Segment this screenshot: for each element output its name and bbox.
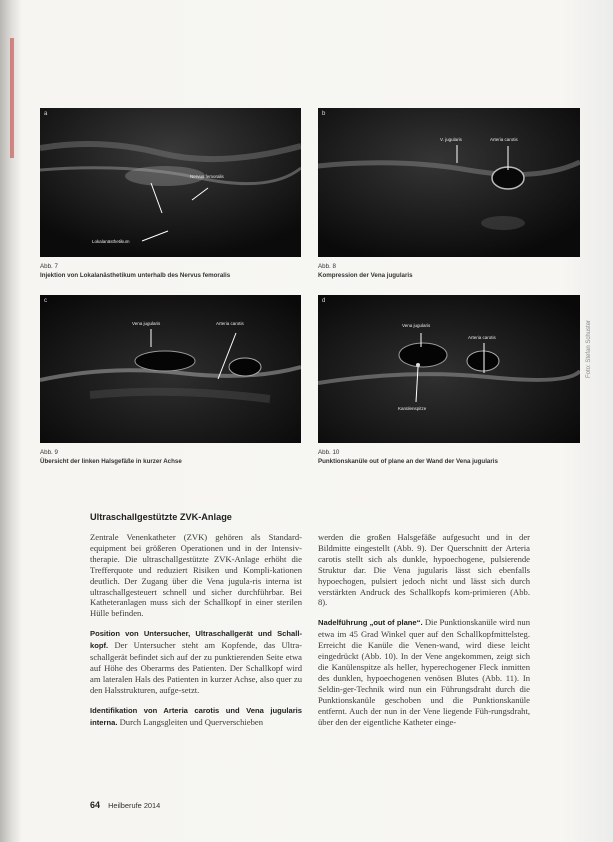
paragraph: Zentrale Venenkatheter (ZVK) gehören als Standard-equipment bei größeren Operationen und in der Intensiv-therapie. Die ultraschallgestützte ZVK-Anlage erhöht die Trefferquote und reduziert Risiken und Kompli-kationen deutlich. Der Zugang über die Vena jugula-ris interna ist ultraschallgesteuert schnell und sicher durchführbar. Bei Katheteranlagen muss sich der Schallkopf in einer sterilen Hülle befinden.: [90, 532, 302, 619]
figure-number: Abb. 9: [40, 449, 58, 456]
ultrasound-image-c: [40, 295, 301, 443]
figure-title: Punktionskanüle out of plane an der Wand der Vena jugularis: [318, 457, 498, 465]
journal-name: Heilberufe 2014: [108, 801, 161, 810]
paragraph-text: Der Untersucher steht am Kopfende, das Ultra-schallgerät befindet sich auf der zu punktierenden Seite etwa auf Höhe des Oberarms des Patienten. Der Schallkopf wird am lateralen Hals des Patienten in kurzer Achse, also quer zu den Halsstrukturen, aufge-setzt.: [90, 640, 302, 695]
label-lokalanaesthetikum: Lokalanästhetikum: [92, 239, 130, 244]
run-in-heading: Position von Untersucher, Ultraschallgerät und Schall-kopf.: [90, 629, 302, 651]
ultrasound-scan-b: [318, 108, 580, 257]
paragraph: [90, 705, 302, 729]
label-vena-jugularis: Vena jugularis: [402, 323, 431, 328]
figure-number: Abb. 7: [40, 263, 58, 270]
run-in-heading: Nadelführung „out of plane“.: [318, 618, 423, 628]
ultrasound-scan-d: [318, 295, 580, 443]
panel-letter: d: [322, 298, 326, 304]
label-nervus-femoralis: Nervus femoralis: [190, 174, 224, 179]
figure-number: Abb. 10: [318, 449, 340, 456]
section-heading: Ultraschallgestützte ZVK-Anlage: [90, 512, 232, 522]
figure-number: Abb. 8: [318, 263, 336, 270]
panel-letter: c: [44, 298, 47, 304]
page-edge-mark: [10, 38, 14, 158]
figure-title: Injektion von Lokalanästhetikum unterhalb des Nervus femoralis: [40, 271, 231, 279]
label-vena-jugularis: Vena jugularis: [132, 321, 161, 326]
paragraph-text: Durch Langsgleiten und Querverschieben: [117, 716, 264, 727]
run-in-heading: Identifikation von Arteria carotis und Vena jugularis interna.: [90, 705, 302, 727]
label-kanuelenspitze: Kanülenspitze: [398, 406, 427, 411]
label-vena-jugularis: V. jugularis: [440, 137, 462, 142]
text-column-left: [90, 532, 302, 738]
figure-title: Kompression der Vena jugularis: [318, 271, 413, 279]
text-column-right: [318, 532, 530, 736]
paragraph: werden die großen Halsgefäße aufgesucht und in der Bildmitte eingestellt (Abb. 9). Der Querschnitt der Arteria carotis stellt sich als dunkle, hypoechogene, pulsierende Struktur dar. Die Vena jugularis lässt sich ebenfalls hypoechogen, pulsiert jedoch nicht und lässt sich durch verstärkten Andruck des Schallkopfs kom-primieren (Abb. 8).: [318, 532, 530, 608]
ultrasound-image-d: [318, 295, 580, 443]
figure-caption: [40, 449, 302, 466]
label-arteria-carotis: Arteria carotis: [490, 137, 518, 142]
figure-title: Übersicht der linken Halsgefäße in kurzer Achse: [40, 457, 182, 465]
figure-caption: [40, 263, 302, 280]
panel-letter: a: [44, 111, 48, 117]
photo-credit: Foto: Stefan Schuster: [586, 319, 592, 378]
paragraph-text: Die Punktionskanüle wird nun etwa im 45 Grad Winkel quer auf den Schallkopfmittelsteg. Erreicht die Kanüle die Venen-wand, wird diese leicht eingedrückt (Abb. 10). In der Vene angekommen, zeigt sich die Kanülenspitze als heller, hyperechogener Fleck inmitten des dunklen, hypoechogenen venösen Blutes (Abb. 11). In Seldin-ger-Technik wird nun ein Führungsdraht durch die Punktionskanüle geschoben und die Punktionskanüle entfernt. Auch der nun in der Vene liegende Füh-rungsdraht, über den der eigentliche Katheter einge-: [318, 617, 531, 727]
paragraph: [318, 617, 530, 727]
page-footer: [90, 800, 160, 810]
panel-letter: b: [322, 111, 326, 117]
ultrasound-image-b: [318, 108, 580, 257]
label-arteria-carotis: Arteria carotis: [468, 335, 496, 340]
figure-caption: [318, 263, 580, 280]
paragraph: [90, 628, 302, 695]
figure-caption: [318, 449, 580, 466]
label-arteria-carotis: Arteria carotis: [216, 321, 244, 326]
ultrasound-scan-a: [40, 108, 301, 257]
page-number: 64: [90, 800, 101, 810]
ultrasound-scan-c: [40, 295, 301, 443]
ultrasound-image-a: [40, 108, 301, 257]
